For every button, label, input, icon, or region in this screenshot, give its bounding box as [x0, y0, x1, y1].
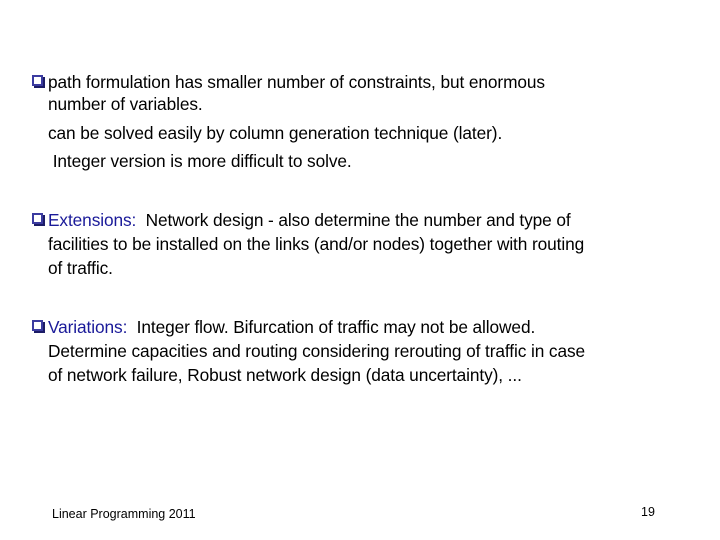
hollow-square-bullet-icon: [32, 320, 43, 331]
bullet-line: Determine capacities and routing considering rerouting of traffic in case: [48, 341, 586, 361]
page-number: 19: [641, 505, 655, 519]
bullet-line: can be solved easily by column generation technique (later).: [48, 123, 503, 143]
variations-label: Variations:: [48, 317, 128, 337]
bullet-line: facilities to be installed on the links (and/or nodes) together with routing: [48, 234, 585, 254]
bullet-line: of traffic.: [48, 258, 113, 278]
bullet-line: Integer version is more difficult to solve.: [48, 151, 352, 171]
bullet-line: of network failure, Robust network design (data uncertainty), ...: [48, 365, 522, 385]
variations-text: Integer flow. Bifurcation of traffic may not be allowed.: [127, 317, 536, 337]
bullet-line: [48, 317, 535, 337]
hollow-square-bullet-icon: [32, 75, 43, 86]
bullet-line: number of variables.: [48, 94, 203, 114]
extensions-label: Extensions:: [48, 210, 137, 230]
bullet-line: path formulation has smaller number of constraints, but enormous: [48, 72, 545, 92]
bullet-line: [48, 210, 571, 230]
hollow-square-bullet-icon: [32, 213, 43, 224]
extensions-text: Network design - also determine the number and type of: [136, 210, 571, 230]
footer-course-title: Linear Programming 2011: [52, 507, 196, 521]
